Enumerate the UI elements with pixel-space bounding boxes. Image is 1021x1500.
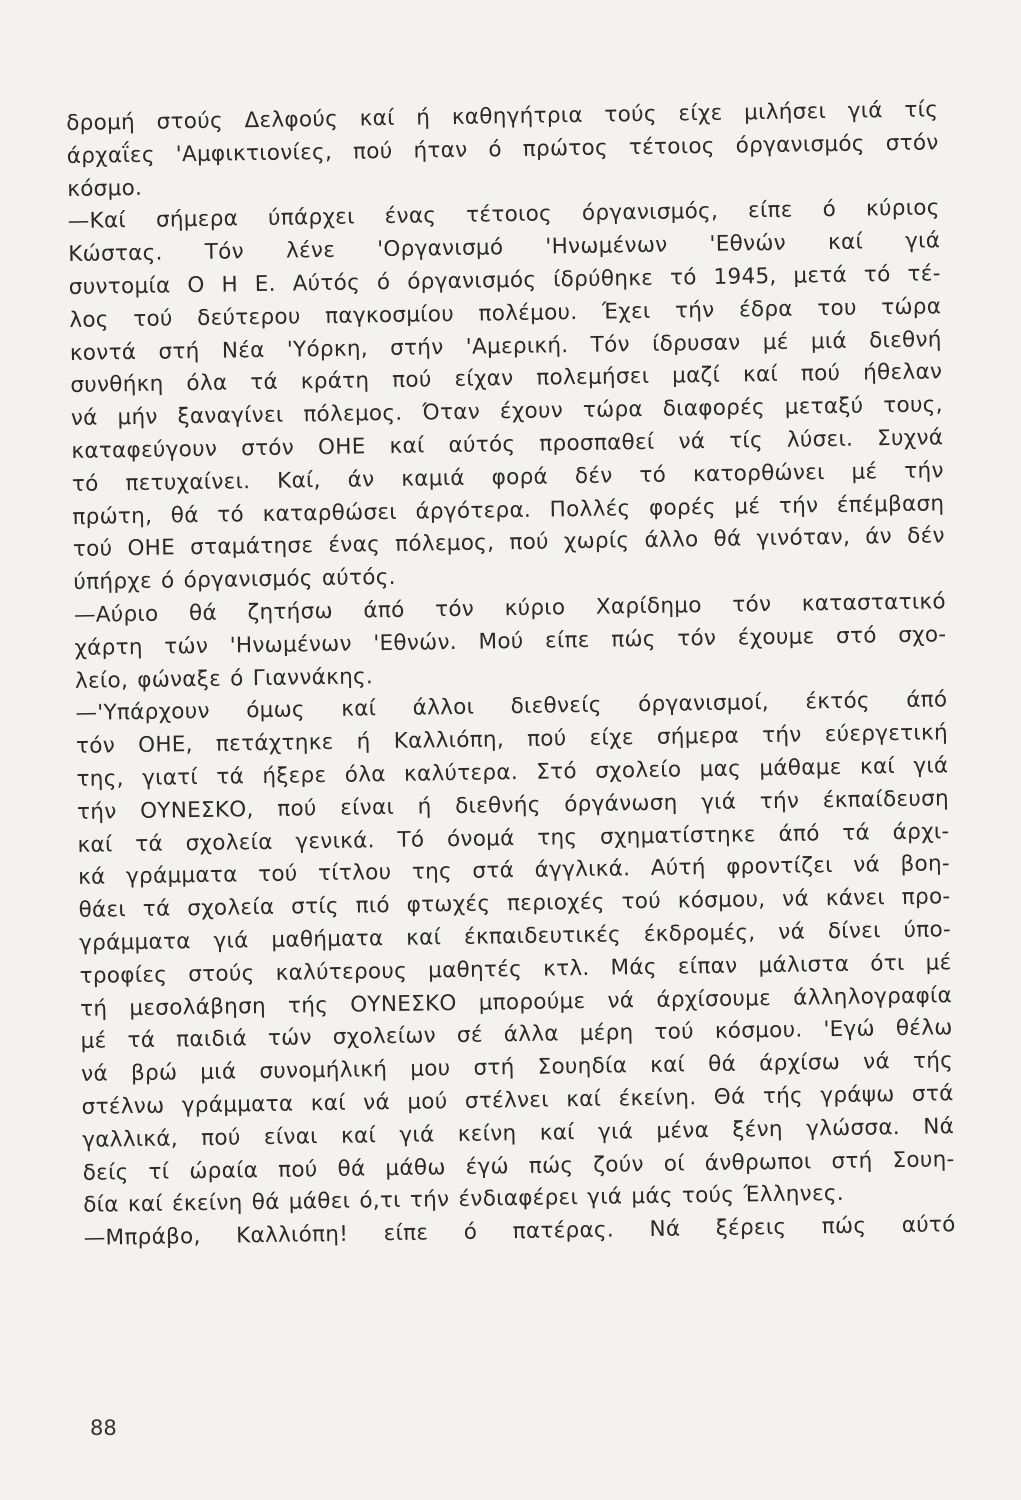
text-line-27: τροφίες στούς καλύτερους μαθητές κτλ. Μάς είπαν μάλιστα ότι μέ	[79, 949, 952, 989]
text-line-29: μέ τά παιδιά τών σχολείων σέ άλλα μέρη τού κόσμου. 'Εγώ θέλω	[80, 1015, 953, 1055]
text-line-5: Κώστας. Τόν λένε 'Οργανισμό 'Ηνωμένων 'Εθνών καί γιά	[68, 228, 941, 268]
text-line-22: τήν ΟΥΝΕΣΚΟ, πού είναι ή διεθνής όργάνωση γιά τήν έκπαίδευση	[76, 785, 950, 825]
text-line-30: νά βρώ μιά συνομήλική μου στή Σουηδία καί θά άρχίσω νά τής	[80, 1048, 954, 1087]
text-line-13: πρώτη, θά τό καταρθώσει άργότερα. Πολλές φορές μέ τήν έπέμβαση	[72, 490, 945, 530]
text-line-26: γράμματα γιά μαθήματα καί έκπαιδευτικές έκδρομές, νά δίνει ύπο-	[78, 917, 952, 956]
text-line-8: κοντά στή Νέα 'Υόρκη, στήν 'Αμερική. Τόν ίδρυσαν μέ μιά διεθνή	[69, 326, 942, 366]
text-line-35: —Μπράβο, Καλλιόπη! είπε ό πατέρας. Νά ξέρεις πώς αύτό	[83, 1212, 956, 1251]
page-number: 88	[90, 1416, 117, 1440]
text-line-14: τού ΟΗΕ σταμάτησε ένας πόλεμος, πού χωρίς άλλο θά γινόταν, άν δέν	[72, 523, 946, 563]
text-line-24: κά γράμματα τού τίτλου της στά άγγλικά. Αύτή φροντίζει νά βοη-	[77, 851, 951, 891]
text-line-20: τόν ΟΗΕ, πετάχτηκε ή Καλλιόπη, πού είχε σήμερα τήν εύεργετική	[75, 720, 949, 760]
text-line-17: χάρτη τών 'Ηνωμένων 'Εθνών. Μού είπε πώς τόν έχουμε στό σχο-	[74, 621, 947, 661]
text-line-15: ύπήρχε ό όργανισμός αύτός.	[73, 565, 397, 596]
text-line-11: καταφεύγουν στόν ΟΗΕ καί αύτός προσπαθεί νά τίς λύσει. Συχνά	[71, 425, 944, 464]
text-line-12: τό πετυχαίνει. Καί, άν καμιά φορά δέν τό κατορθώνει μέ τήν	[71, 458, 944, 497]
text-line-23: καί τά σχολεία γενικά. Τό όνομά της σχηματίστηκε άπό τά άρχι-	[77, 818, 950, 858]
text-line-28: τή μεσολάβηση τής ΟΥΝΕΣΚΟ μπορούμε νά άρχίσουμε άλληλογραφία	[79, 982, 953, 1022]
body-text	[66, 94, 956, 1255]
text-line-33: δείς τί ώραία πού θά μάθω έγώ πώς ζούν οί άνθρωποι στή Σουη-	[82, 1146, 955, 1186]
text-line-16: —Αύριο θά ζητήσω άπό τόν κύριο Χαρίδημο τόν καταστατικό	[73, 589, 947, 628]
text-line-21: της, γιατί τά ήξερε όλα καλύτερα. Στό σχολείο μας μάθαμε καί γιά	[76, 753, 949, 792]
text-line-3: κόσμο.	[67, 175, 143, 202]
text-line-31: στέλνω γράμματα καί νά μού στέλνει καί έκείνη. Θά τής γράψω στά	[81, 1081, 954, 1120]
text-line-32: γαλλικά, πού είναι καί γιά κείνη καί γιά μένα ξένη γλώσσα. Νά	[82, 1113, 955, 1153]
text-line-6: συντομία Ο Η Ε. Αύτός ό όργανισμός ίδρύθηκε τό 1945, μετά τό τέ-	[68, 261, 941, 300]
text-line-1: δρομή στούς Δελφούς καί ή καθηγήτρια τούς είχε μιλήσει γιά τίς	[66, 97, 939, 136]
text-line-2: άρχαΐες 'Αμφικτιονίες, πού ήταν ό πρώτος τέτοιος όργανισμός στόν	[66, 130, 939, 169]
text-line-34: δία καί έκείνη θά μάθει ό,τι τήν ένδιαφέρει γιά μάς τούς Έλληνες.	[83, 1181, 845, 1219]
text-line-10: νά μήν ξαναγίνει πόλεμος. Όταν έχουν τώρα διαφορές μεταξύ τους,	[70, 392, 943, 432]
text-line-25: θάει τά σχολεία στίς πιό φτωχές περιοχές τού κόσμου, νά κάνει προ-	[78, 884, 951, 924]
text-line-18: λείο, φώναξε ό Γιαννάκης.	[74, 663, 374, 694]
text-line-4: —Καί σήμερα ύπάρχει ένας τέτοιος όργανισμός, είπε ό κύριος	[67, 195, 940, 235]
text-line-7: λος τού δεύτερου παγκοσμίου πολέμου. Έχει τήν έδρα του τώρα	[69, 294, 942, 333]
text-line-19: —'Υπάρχουν όμως καί άλλοι διεθνείς όργανισμοί, έκτός άπό	[75, 687, 948, 727]
text-line-9: συνθήκη όλα τά κράτη πού είχαν πολεμήσει μαζί καί πού ήθελαν	[70, 359, 943, 399]
